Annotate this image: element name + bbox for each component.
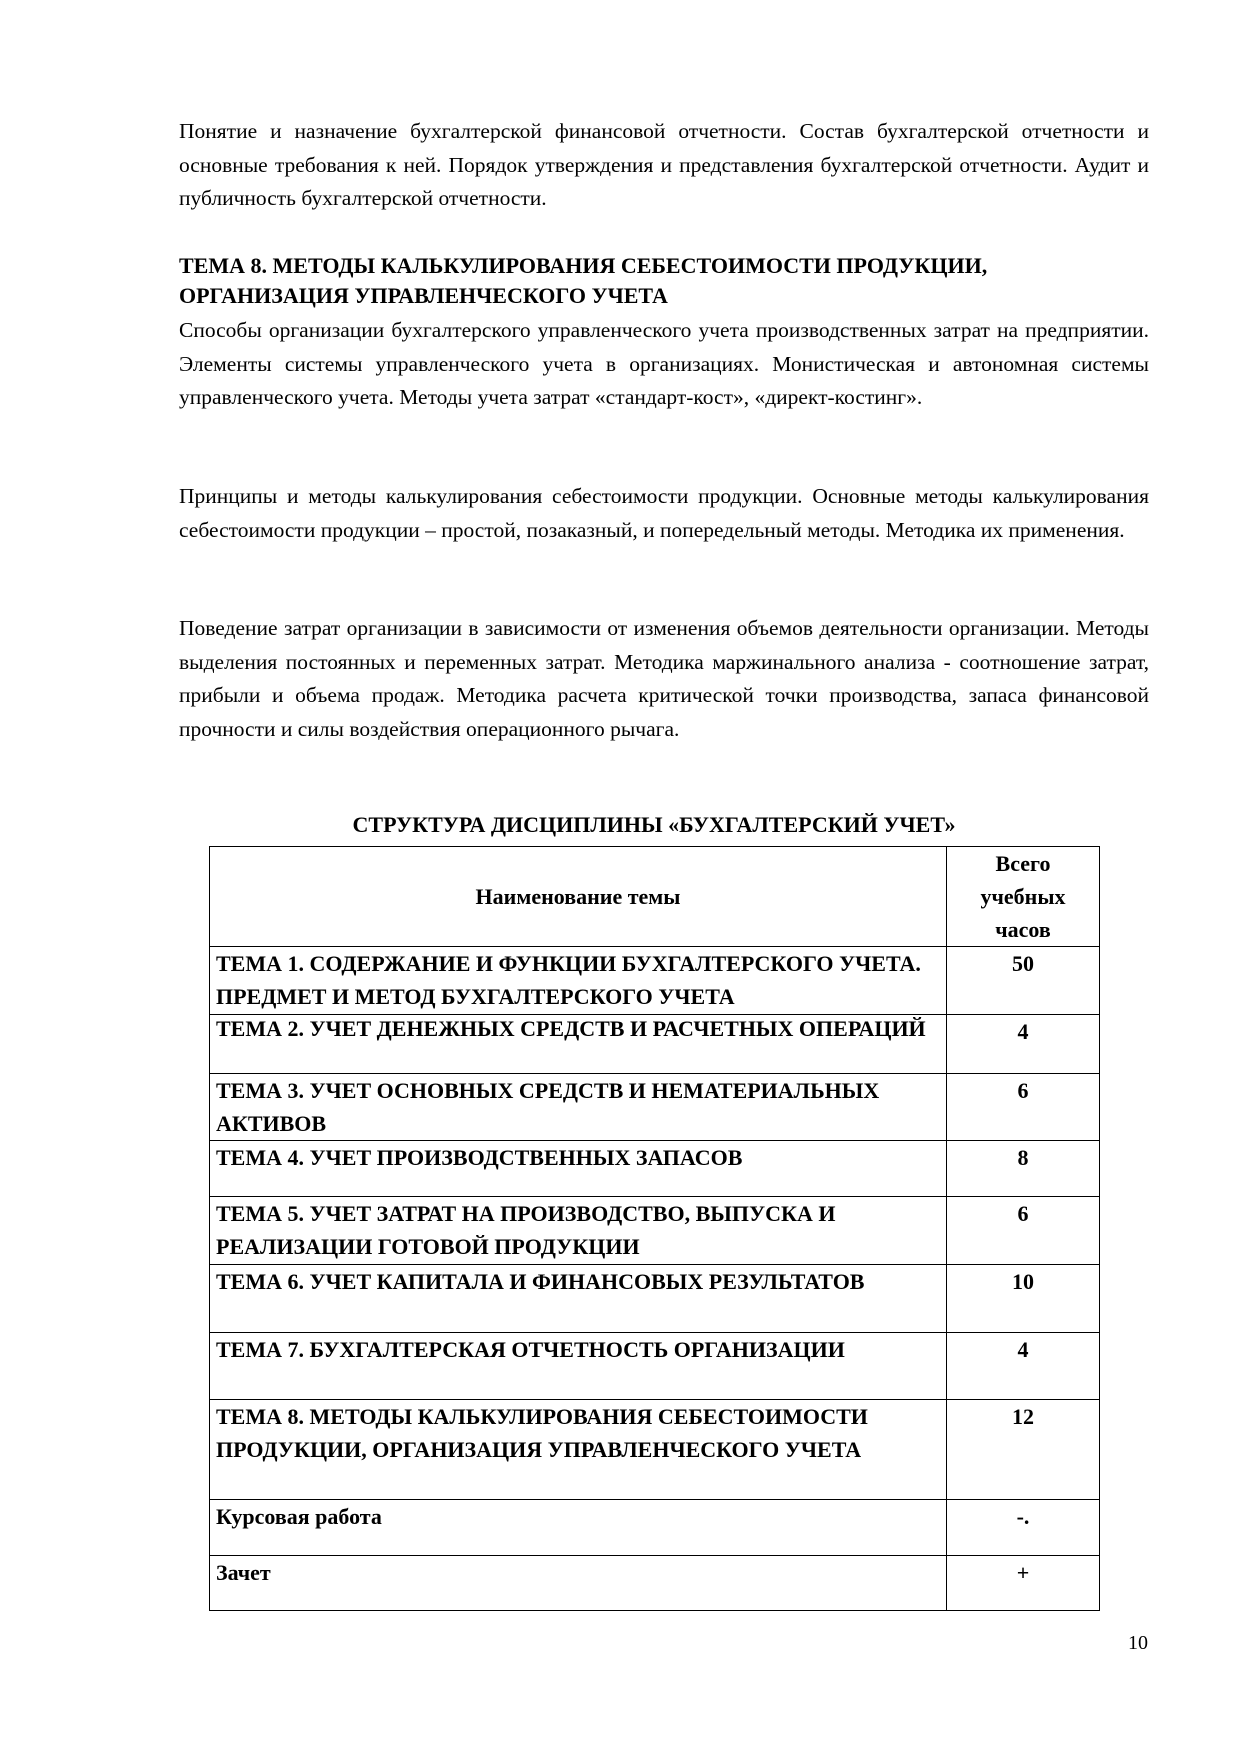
paragraph-costing-methods: Принципы и методы калькулирования себестоимости продукции. Основные методы калькулирования себестоимости продукции – простой, позаказный, и попередельный методы. Методика их применения. <box>179 484 1149 542</box>
topic-hours: 6 <box>947 1074 1100 1141</box>
topic-hours: 4 <box>947 1333 1100 1400</box>
topic-name: ТЕМА 8. МЕТОДЫ КАЛЬКУЛИРОВАНИЯ СЕБЕСТОИМОСТИ ПРОДУКЦИИ, ОРГАНИЗАЦИЯ УПРАВЛЕНЧЕСКОГО УЧЕТА <box>210 1400 947 1500</box>
paragraph-management-accounting: Способы организации бухгалтерского управленческого учета производственных затрат на предприятии. Элементы системы управленческого учета в организациях. Монистическая и автономная системы управленческого учета. Методы учета затрат «стандарт-кост», «директ-костинг». <box>179 318 1149 409</box>
header-topic: Наименование темы <box>210 847 947 947</box>
topic-name: Курсовая работа <box>210 1500 947 1556</box>
table-row <box>210 1197 1100 1265</box>
topic-name: Зачет <box>210 1556 947 1611</box>
table-row <box>210 1500 1100 1556</box>
topic-hours: 4 <box>947 1015 1100 1074</box>
topic-hours: 50 <box>947 947 1100 1015</box>
section-heading: ТЕМА 8. МЕТОДЫ КАЛЬКУЛИРОВАНИЯ СЕБЕСТОИМОСТИ ПРОДУКЦИИ, ОРГАНИЗАЦИЯ УПРАВЛЕНЧЕСКОГО УЧЕТА <box>179 253 988 308</box>
paragraph-reporting: Понятие и назначение бухгалтерской финансовой отчетности. Состав бухгалтерской отчетности и основные требования к ней. Порядок утверждения и представления бухгалтерской отчетности. Аудит и публичность бухгалтерской отчетности. <box>179 119 1149 210</box>
topic-name: ТЕМА 7. БУХГАЛТЕРСКАЯ ОТЧЕТНОСТЬ ОРГАНИЗАЦИИ <box>210 1333 947 1400</box>
topic-name: ТЕМА 2. УЧЕТ ДЕНЕЖНЫХ СРЕДСТВ И РАСЧЕТНЫХ ОПЕРАЦИЙ <box>210 1015 947 1074</box>
topic-name: ТЕМА 4. УЧЕТ ПРОИЗВОДСТВЕННЫХ ЗАПАСОВ <box>210 1141 947 1197</box>
topic-hours: 10 <box>947 1265 1100 1333</box>
topic-name: ТЕМА 1. СОДЕРЖАНИЕ И ФУНКЦИИ БУХГАЛТЕРСКОГО УЧЕТА. ПРЕДМЕТ И МЕТОД БУХГАЛТЕРСКОГО УЧЕТА <box>210 947 947 1015</box>
table-title: СТРУКТУРА ДИСЦИПЛИНЫ «БУХГАЛТЕРСКИЙ УЧЕТ» <box>352 812 956 837</box>
topic-hours: -. <box>947 1500 1100 1556</box>
topic-name: ТЕМА 5. УЧЕТ ЗАТРАТ НА ПРОИЗВОДСТВО, ВЫПУСКА И РЕАЛИЗАЦИИ ГОТОВОЙ ПРОДУКЦИИ <box>210 1197 947 1265</box>
table-row <box>210 1400 1100 1500</box>
table-row <box>210 1265 1100 1333</box>
topic-hours: 12 <box>947 1400 1100 1500</box>
header-hours: Всего учебных часов <box>947 847 1100 947</box>
topic-hours: + <box>947 1556 1100 1611</box>
table-row <box>210 1074 1100 1141</box>
table-row <box>210 1333 1100 1400</box>
topic-name: ТЕМА 3. УЧЕТ ОСНОВНЫХ СРЕДСТВ И НЕМАТЕРИАЛЬНЫХ АКТИВОВ <box>210 1074 947 1141</box>
discipline-structure-table <box>209 846 1100 1611</box>
topic-hours: 8 <box>947 1141 1100 1197</box>
topic-name: ТЕМА 6. УЧЕТ КАПИТАЛА И ФИНАНСОВЫХ РЕЗУЛЬТАТОВ <box>210 1265 947 1333</box>
topic-hours: 6 <box>947 1197 1100 1265</box>
table-row <box>210 947 1100 1015</box>
table-row <box>210 1141 1100 1197</box>
table-header-row <box>210 847 1100 947</box>
page-number: 10 <box>1128 1632 1148 1654</box>
table-row <box>210 1556 1100 1611</box>
table-row <box>210 1015 1100 1074</box>
paragraph-cost-behavior: Поведение затрат организации в зависимости от изменения объемов деятельности организации. Методы выделения постоянных и переменных затрат. Методика маржинального анализа - соотношение затрат, прибыли и объема продаж. Методика расчета критической точки производства, запаса финансовой прочности и силы воздействия операционного рычага. <box>179 616 1149 741</box>
